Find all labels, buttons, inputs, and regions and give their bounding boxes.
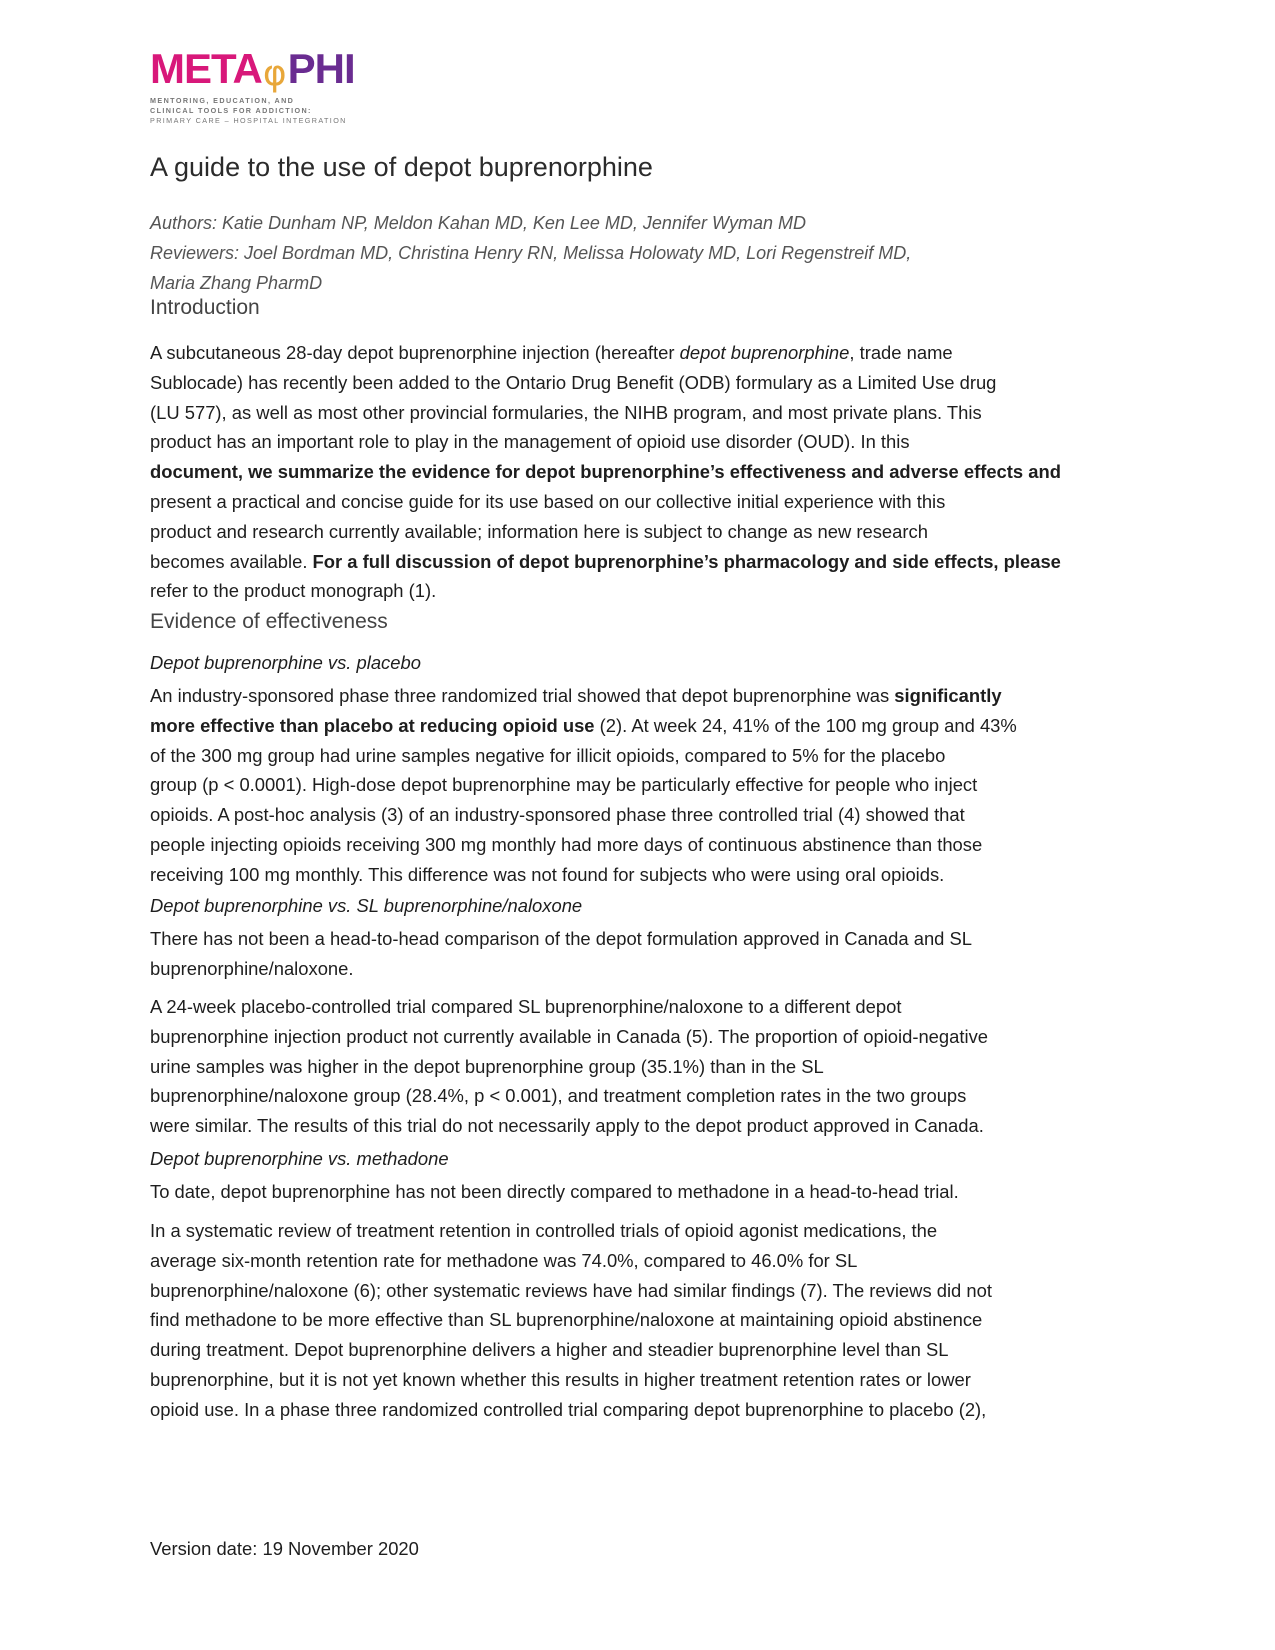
- text-line: urine samples was higher in the depot buprenorphine group (35.1%) than in the SL: [150, 1055, 824, 1077]
- logo-tagline: [150, 96, 350, 126]
- text-line: buprenorphine/naloxone.: [150, 957, 354, 979]
- text-line: buprenorphine, but it is not yet known whether this results in higher treatment retention rates or lower: [150, 1368, 971, 1390]
- text-run: , trade name: [849, 342, 953, 363]
- methadone-paragraph-1: [150, 1177, 1135, 1207]
- subheading-placebo: Depot buprenorphine vs. placebo: [150, 652, 421, 673]
- italic-term: depot buprenorphine: [679, 342, 850, 363]
- text-line: Sublocade) has recently been added to the Ontario Drug Benefit (ODB) formulary as a Limited Use drug: [150, 371, 997, 393]
- text-line: To date, depot buprenorphine has not been directly compared to methadone in a head-to-head trial.: [150, 1181, 959, 1202]
- methadone-paragraph-2: [150, 1216, 1135, 1425]
- logo-tagline-line: MENTORING, EDUCATION, AND: [150, 96, 295, 105]
- text-line: buprenorphine/naloxone (6); other systematic reviews have had similar findings (7). The reviews did not: [150, 1279, 992, 1301]
- logo-tagline-line: CLINICAL TOOLS FOR ADDICTION:: [150, 106, 312, 115]
- text-line: average six-month retention rate for methadone was 74.0%, compared to 46.0% for SL: [150, 1249, 858, 1271]
- reviewers-line: Reviewers: Joel Bordman MD, Christina Henry RN, Melissa Holowaty MD, Lori Regenstreif MD,: [150, 243, 912, 263]
- text-run: (2). At week 24, 41% of the 100 mg group and 43%: [594, 714, 1017, 736]
- text-line: (LU 577), as well as most other provincial formularies, the NIHB program, and most private plans. This: [150, 401, 982, 423]
- metaphi-logo: [150, 45, 355, 126]
- logo-phi-symbol: φ: [262, 53, 287, 94]
- authors-line: Authors: Katie Dunham NP, Meldon Kahan MD, Ken Lee MD, Jennifer Wyman MD: [150, 213, 806, 233]
- text-run: A subcutaneous 28-day depot buprenorphine injection (hereafter: [150, 342, 680, 363]
- sl-paragraph-2: [150, 992, 1135, 1141]
- credits-block: [150, 208, 1135, 298]
- text-line: In a systematic review of treatment retention in controlled trials of opioid agonist medications, the: [150, 1220, 938, 1241]
- text-line: refer to the product monograph (1).: [150, 580, 437, 602]
- logo-meta-text: META: [150, 45, 262, 92]
- logo-phi-text: PHI: [287, 45, 355, 92]
- text-line: There has not been a head-to-head comparison of the depot formulation approved in Canada and SL: [150, 928, 973, 949]
- text-line: [150, 457, 1135, 487]
- text-line: buprenorphine/naloxone group (28.4%, p < 0.001), and treatment completion rates in the two groups: [150, 1085, 967, 1107]
- text-line: [150, 681, 1135, 711]
- text-line: buprenorphine injection product not currently available in Canada (5). The proportion of opioid-negative: [150, 1025, 988, 1047]
- logo-tagline-line: PRIMARY CARE – HOSPITAL INTEGRATION: [150, 116, 347, 125]
- section-heading-evidence: Evidence of effectiveness: [150, 610, 388, 633]
- text-line: find methadone to be more effective than SL buprenorphine/naloxone at maintaining opioid abstinence: [150, 1309, 983, 1331]
- text-line: were similar. The results of this trial do not necessarily apply to the depot product approved in Canada.: [150, 1115, 984, 1137]
- bold-text: For a full discussion of depot buprenorphine’s pharmacology and side effects, please: [312, 550, 1061, 572]
- subheading-methadone: Depot buprenorphine vs. methadone: [150, 1148, 449, 1169]
- logo-wordmark: [150, 45, 355, 94]
- intro-paragraph: [150, 338, 1135, 606]
- text-line: group (p < 0.0001). High-dose depot buprenorphine may be particularly effective for people who inject: [150, 774, 978, 796]
- text-line: [150, 711, 1135, 741]
- text-line: people injecting opioids receiving 300 mg monthly had more days of continuous abstinence than those: [150, 833, 983, 855]
- text-line: [150, 338, 1135, 368]
- document-title: A guide to the use of depot buprenorphine: [150, 152, 653, 182]
- bold-text: document, we summarize the evidence for depot buprenorphine’s effectiveness and adverse effects and: [150, 461, 1061, 483]
- text-line: receiving 100 mg monthly. This difference was not found for subjects who were using oral opioids.: [150, 863, 945, 885]
- placebo-paragraph: [150, 681, 1135, 890]
- text-line: present a practical and concise guide for its use based on our collective initial experience with this: [150, 490, 946, 512]
- text-line: product has an important role to play in the management of opioid use disorder (OUD). In this: [150, 431, 910, 453]
- text-run: becomes available.: [150, 550, 313, 572]
- text-line: opioids. A post-hoc analysis (3) of an industry-sponsored phase three controlled trial (4) showed that: [150, 804, 965, 826]
- text-line: A 24-week placebo-controlled trial compared SL buprenorphine/naloxone to a different depot: [150, 996, 902, 1017]
- version-date-footer: Version date: 19 November 2020: [150, 1538, 419, 1559]
- text-line: [150, 547, 1135, 577]
- bold-text: more effective than placebo at reducing opioid use: [150, 714, 595, 736]
- text-line: of the 300 mg group had urine samples negative for illicit opioids, compared to 5% for the placebo: [150, 744, 946, 766]
- section-heading-introduction: Introduction: [150, 296, 260, 319]
- text-line: opioid use. In a phase three randomized controlled trial comparing depot buprenorphine to placebo (2),: [150, 1398, 987, 1420]
- bold-text: significantly: [894, 685, 1002, 706]
- text-run: An industry-sponsored phase three randomized trial showed that depot buprenorphine was: [150, 685, 895, 706]
- text-line: during treatment. Depot buprenorphine delivers a higher and steadier buprenorphine level than SL: [150, 1339, 949, 1361]
- subheading-sl: Depot buprenorphine vs. SL buprenorphine/naloxone: [150, 895, 583, 916]
- text-line: product and research currently available; information here is subject to change as new research: [150, 520, 928, 542]
- sl-paragraph-1: [150, 924, 1135, 984]
- reviewers-line: Maria Zhang PharmD: [150, 273, 323, 293]
